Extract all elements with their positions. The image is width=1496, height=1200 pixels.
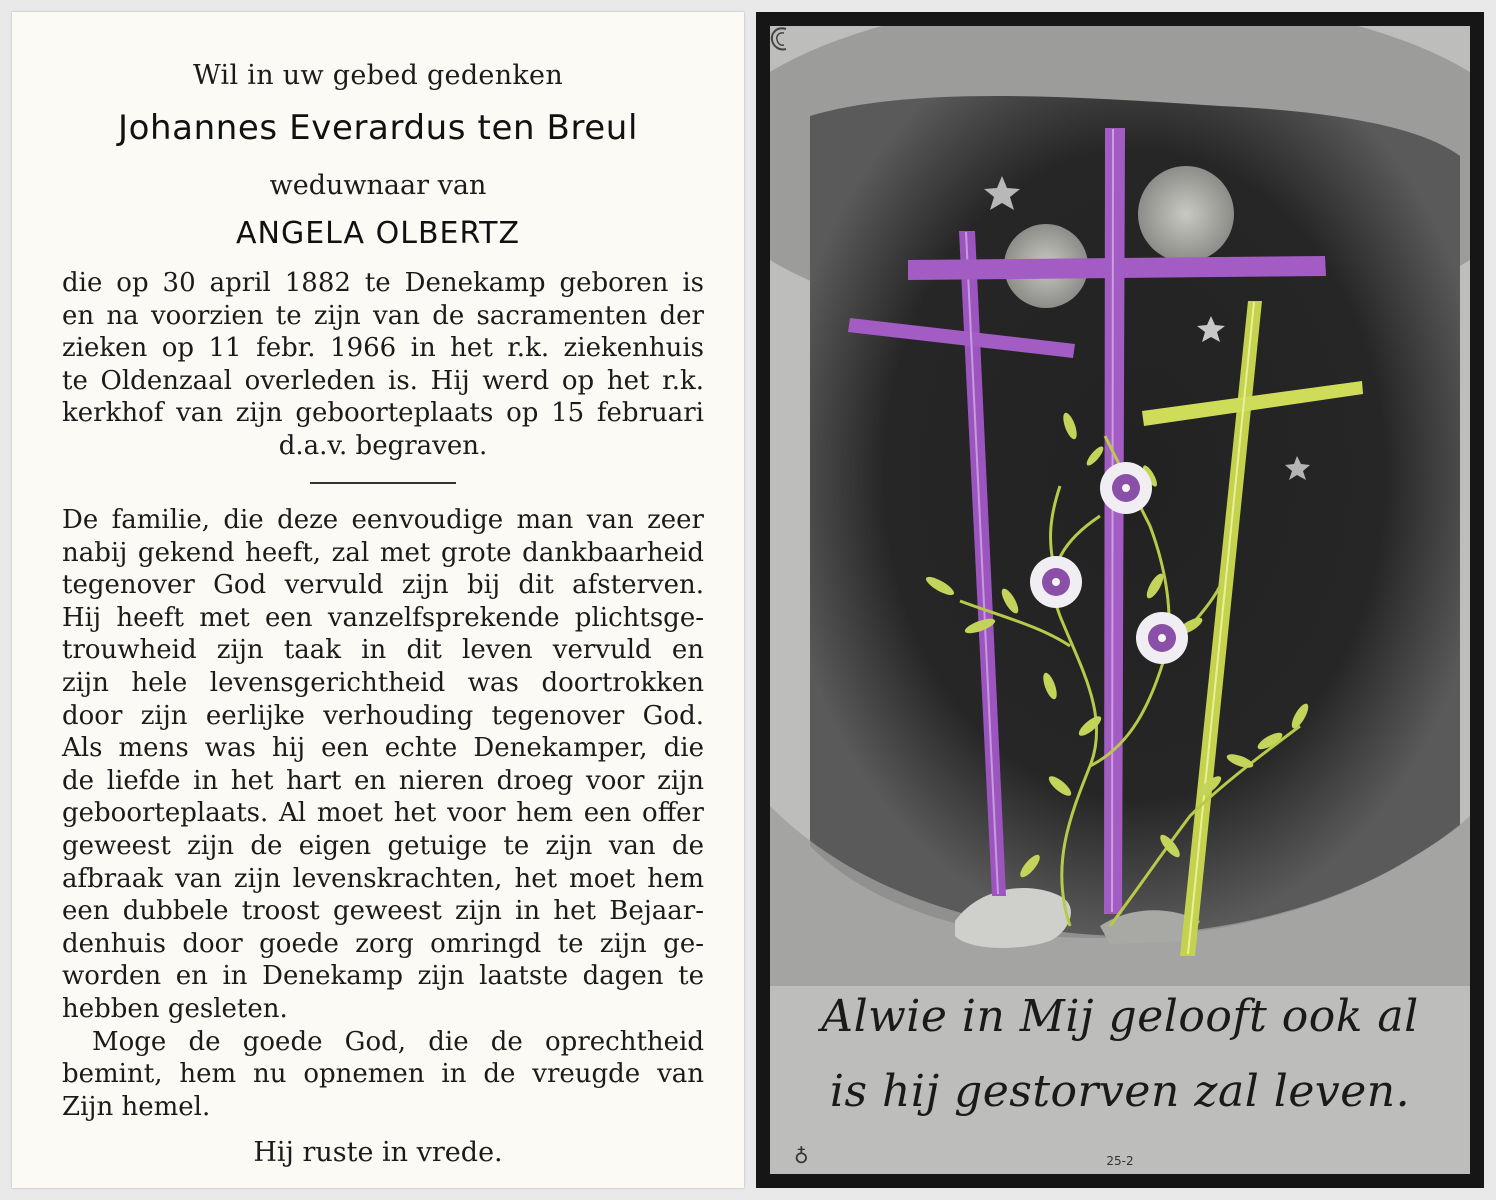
- moon-right: [1138, 166, 1234, 262]
- verse-line-2: is hij gestorven zal leven.: [829, 1066, 1411, 1117]
- bio-line: te Oldenzaal overleden is. Hij werd op het r.k.: [62, 365, 704, 396]
- tribute-line: afbraak van zijn levenskrachten, het moet hem: [62, 863, 704, 894]
- tribute-line: Moge de goede God, die de oprechtheid: [92, 1026, 704, 1057]
- tribute-line: bemint, hem nu opnemen in de vreugde van: [62, 1059, 704, 1090]
- tribute-line: geboorteplaats. Al moet het voor hem een offer: [62, 798, 704, 829]
- bio-line: kerkhof van zijn geboorteplaats op 15 februari: [62, 398, 704, 429]
- night-sky: [810, 96, 1460, 938]
- intro-line: Wil in uw gebed gedenken: [192, 60, 564, 91]
- tribute-line: worden en in Denekamp zijn laatste dagen te: [62, 961, 704, 992]
- printer-monogram-icon: ♁: [794, 1144, 809, 1168]
- publisher-mark-icon: [770, 26, 788, 52]
- tribute-line: trouwheid zijn taak in dit leven vervuld en: [62, 635, 704, 666]
- tribute-line: door zijn eerlijke verhouding tegenover God.: [62, 700, 704, 731]
- tribute-line: hebben gesleten.: [62, 993, 288, 1024]
- tribute-paragraph: [62, 504, 704, 1123]
- closing-line: Hij ruste in vrede.: [253, 1137, 503, 1168]
- image-panel: [770, 26, 1470, 1174]
- biography-paragraph: [62, 267, 704, 463]
- tribute-line: Hij heeft met een vanzelfsprekende plichtsge-: [62, 602, 704, 633]
- bio-line: die op 30 april 1882 te Denekamp geboren is: [62, 268, 704, 298]
- tribute-line: Als mens was hij een echte Denekamper, die: [62, 733, 704, 764]
- flower-icon: [1136, 612, 1188, 664]
- deceased-name: Johannes Everardus ten Breul: [118, 108, 638, 148]
- tribute-line: Zijn hemel.: [62, 1091, 211, 1122]
- flower-icon: [1100, 462, 1152, 514]
- devotional-image-card: [756, 12, 1484, 1188]
- tribute-line: tegenover God vervuld zijn bij dit afsterven.: [62, 570, 704, 601]
- bio-line: en na voorzien te zijn van de sacramenten der: [62, 300, 704, 331]
- tribute-line: geweest zijn de eigen getuige te zijn van de: [62, 830, 704, 861]
- print-code: 25-2: [1106, 1154, 1134, 1168]
- verse-line-1: Alwie in Mij gelooft ook al: [821, 991, 1419, 1042]
- widower-line: weduwnaar van: [269, 170, 487, 201]
- memorial-text-card: [12, 12, 744, 1188]
- tribute-line: De familie, die deze eenvoudige man van zeer: [62, 505, 704, 535]
- tribute-line: denhuis door goede zorg omringd te zijn ge-: [62, 928, 704, 959]
- flower-icon: [1030, 556, 1082, 608]
- tribute-line: nabij gekend heeft, zal met grote dankbaarheid: [62, 537, 704, 568]
- tribute-line: de liefde in het hart en nieren droeg voor zijn: [62, 765, 704, 796]
- tribute-line: zijn hele levensgerichtheid was doortrokken: [62, 667, 704, 698]
- tribute-line: een dubbele troost geweest zijn in het Bejaar-: [62, 896, 704, 927]
- bio-line: zieken op 11 febr. 1966 in het r.k. ziekenhuis: [62, 333, 704, 364]
- spouse-name: ANGELA OLBERTZ: [235, 216, 521, 251]
- bio-line: d.a.v. begraven.: [278, 430, 488, 461]
- divider: [310, 482, 456, 484]
